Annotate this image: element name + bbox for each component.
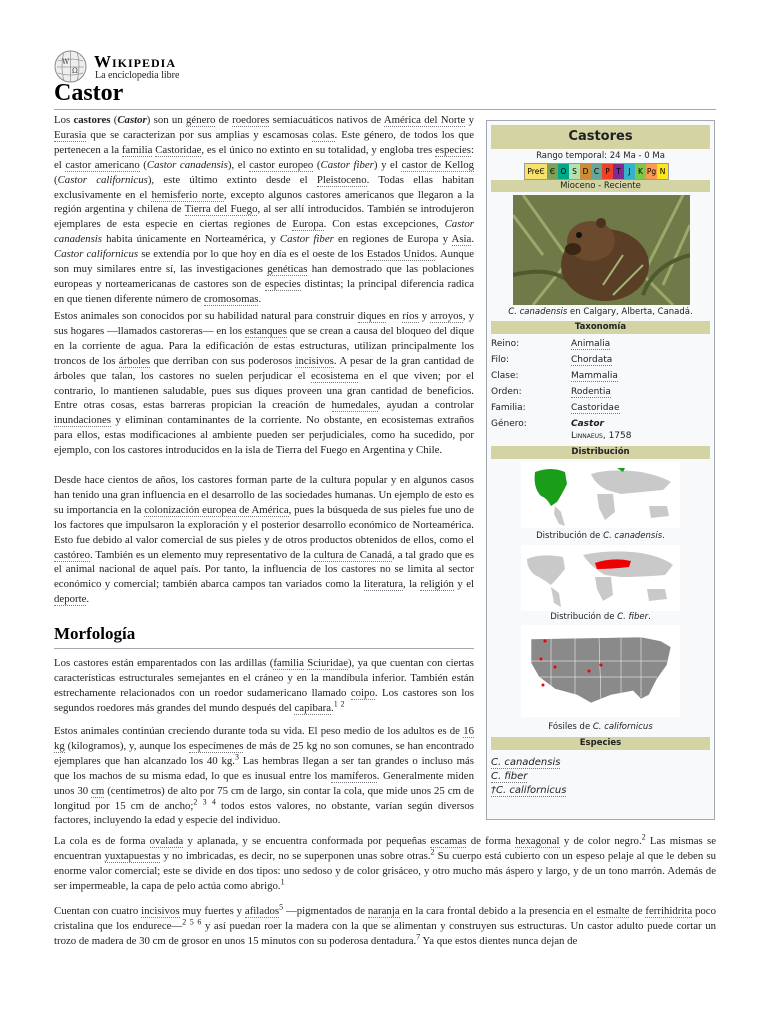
wiki-link[interactable]: castor europeo	[249, 158, 314, 171]
puzzle-globe-icon	[54, 50, 87, 83]
range-map-fiber[interactable]	[521, 545, 680, 611]
wiki-link[interactable]: capibara	[294, 701, 332, 714]
taxonomy-rank: Clase:	[491, 371, 519, 381]
wiki-link[interactable]: ferrihidrita	[645, 905, 693, 917]
wiki-link[interactable]: Eurasia	[54, 128, 87, 141]
wiki-link[interactable]: genéticas	[267, 263, 308, 276]
geologic-timescale[interactable]	[524, 163, 669, 180]
wiki-link[interactable]: naranja	[367, 905, 400, 917]
wiki-link[interactable]: hexagonal	[515, 835, 560, 847]
wiki-link[interactable]: incisivos	[295, 354, 334, 367]
tagline: La enciclopedia libre	[95, 70, 180, 81]
wiki-link[interactable]: arroyos	[430, 310, 463, 322]
wiki-link[interactable]: castóreo	[54, 548, 90, 561]
section-divider	[54, 648, 474, 649]
wiki-link[interactable]: roedores	[232, 114, 270, 126]
timescale-period[interactable]: O	[558, 164, 569, 179]
wiki-link[interactable]: estanques	[244, 324, 287, 337]
wiki-link[interactable]: deporte	[54, 593, 87, 606]
taxonomy-rank: Género:	[491, 419, 527, 429]
wiki-link[interactable]: ecosistema	[311, 369, 359, 382]
svg-text:Ω: Ω	[72, 67, 78, 75]
taxonomy-rank: Reino:	[491, 339, 520, 349]
beaver-photo[interactable]	[513, 195, 690, 305]
wiki-link[interactable]: yuxtapuestas	[104, 849, 161, 862]
timescale-period[interactable]: Pg	[646, 164, 657, 179]
wiki-link[interactable]: esmalte	[596, 905, 630, 917]
distribution-header: Distribución	[491, 446, 710, 459]
taxonomy-rank: Familia:	[491, 403, 526, 413]
wiki-link[interactable]: 16 kg	[54, 725, 474, 752]
wiki-link[interactable]: familia	[121, 143, 153, 156]
taxonomy-value[interactable]: Castoridae	[571, 403, 620, 413]
wiki-link[interactable]: coipo	[350, 686, 375, 699]
wiki-link[interactable]: escamas	[430, 835, 467, 847]
wiki-link[interactable]: colas	[312, 128, 335, 141]
species-item[interactable]: C. fiber	[491, 771, 528, 782]
morphology-paragraph-2: Estos animales continúan creciendo durante toda su vida. El peso medio de los adultos es de 16 kg (kilogramos), y, aunque los especímenes de más de 25 kg no son comunes, se han encontrado ejemplares que han alcanzado los 40 kg.$^3$ Las hembras llegan a ser tan grandes o incluso más que los machos de su misma edad, lo que es inusual entre los mamíferos. Generalmente miden unos 30 cm (centímetros) de alto por 75 cm de largo, sin contar la cola, que mide unos 25 cm de longitud por 15 cm de ancho;$^2$ $^3$ $^4$ todos estos valores, no obstante, varían según diversos factores, incluyendo la edad y especie del individuo.	[54, 725, 475, 827]
wiki-link[interactable]: Calgary	[583, 307, 616, 317]
wiki-link[interactable]: Canadá	[657, 307, 691, 317]
timescale-period[interactable]: Є	[547, 164, 558, 179]
epoch-label: Mioceno - Reciente	[491, 180, 710, 192]
wiki-link[interactable]: afilados	[244, 905, 280, 917]
wiki-link[interactable]: Sciuridae	[307, 657, 348, 669]
species-item[interactable]: †C. californicus	[491, 785, 567, 796]
fossil-map-californicus[interactable]	[521, 625, 680, 717]
taxonomy-value[interactable]: Chordata	[571, 355, 613, 365]
photo-caption: C. canadensis en Calgary, Alberta, Canadá.	[508, 307, 693, 317]
svg-text:W: W	[62, 58, 70, 66]
wiki-link[interactable]: castor americano	[65, 158, 140, 171]
wiki-link[interactable]: Tierra del Fuego	[184, 203, 258, 216]
timescale-period[interactable]: N	[657, 164, 668, 179]
map-caption-canadensis: Distribución de C. canadensis.	[536, 531, 665, 541]
wiki-link[interactable]: Estados Unidos	[366, 248, 435, 261]
morphology-paragraph-4: Cuentan con cuatro incisivos muy fuertes y afilados$^5$ —pigmentados de naranja en la cara frontal debido a la presencia en el esmalte de ferrihidrita poco cristalina que los endurece—$^2$ $^5$ $^6$ y así puedan roer la madera con la que se alimentan y construyen sus estructuras. Un castor adulto puede cortar un trozo de madera de 30 cm de grosor en unos 15 minutos con su poderosa dentadura.$^7$ Ya que estos dientes nunca dejan de	[54, 902, 717, 947]
wiki-link[interactable]: literatura	[364, 578, 404, 591]
wiki-link[interactable]: cromosomas	[203, 292, 259, 305]
wiki-link[interactable]: ríos	[402, 310, 419, 322]
timescale-period[interactable]: P	[602, 164, 613, 179]
taxonomy-value: Castor	[571, 419, 604, 429]
wiki-link[interactable]: colonización europea de América	[144, 503, 289, 516]
taxonomy-rank: Orden:	[491, 387, 522, 397]
wiki-link[interactable]: Castoridae	[155, 143, 202, 156]
taxobox-title: Castores	[491, 125, 710, 149]
lead-paragraph-1: Los castores (Castor) son un género de roedores semiacuáticos nativos de América del Norte y Eurasia que se caracterizan por sus amplias y escamosas colas. Este género, de todos los que pertenecen a la familia Castoridae, es el único no extinto en su totalidad, y engloba tres especies: el castor americano (Castor canadensis), el castor europeo (Castor fiber) y el castor de Kellog (Castor californicus), este último extinto desde el Pleistoceno. Todas ellas habitan exclusivamente en el hemisferio norte, excepto algunos castores americanos que llegaron a la región argentina y chilena de Tierra del Fuego, al ser allí introducidos. También se introdujeron ejemplares de esta especie en ciertas regiones de Europa. Con estas excepciones, Castor canadensis habita únicamente en Norteamérica, y Castor fiber en regiones de Europa y Asia. Castor californicus se extendía por lo que hoy en día es el oeste de los Estados Unidos. Aunque son muy similares entre sí, las investigaciones genéticas han demostrado que las poblaciones europeas y norteamericanas de castores son de especies distintas; la principal diferencia radica en que tienen diferente número de cromosomas.	[54, 114, 475, 305]
wordmark: Wikipedia	[94, 52, 177, 71]
taxonomy-value[interactable]: Rodentia	[571, 387, 611, 397]
taxonomy-value[interactable]: Mammalia	[571, 371, 618, 381]
timescale-period[interactable]: D	[580, 164, 591, 179]
lead-paragraph-3: Desde hace cientos de años, los castores forman parte de la cultura popular y en algunos casos han tenido una gran influencia en el desarrollo de las sociedades humanas. Un ejemplo de esto es su importancia en la colonización europea de América, pues la búsqueda de sus pieles fue uno de los factores que impulsaron la exploración y el posterior desarrollo económico de Norteamérica. Esto fue debido al valor comercial de sus pieles y de otros productos obtenidos de ellos, como el castóreo. También es un elemento muy representativo de la cultura de Canadá, a tal grado que es el animal nacional de aquel país. Por tanto, la influencia de los castores no se limita al sector económico y comercial; también abarca campos tan variados como la literatura, la religión y el deporte.	[54, 474, 474, 606]
species-header: Especies	[491, 737, 710, 750]
wiki-link[interactable]: cultura de Canadá	[313, 548, 393, 561]
timescale-period[interactable]: K	[635, 164, 646, 179]
timescale-period[interactable]: T	[613, 164, 624, 179]
page-title: Castor	[54, 80, 124, 106]
section-heading-morfologia: Morfología	[54, 624, 136, 643]
wiki-link[interactable]: religión	[420, 578, 454, 591]
lead-paragraph-2: Estos animales son conocidos por su habilidad natural para construir diques en ríos y arroyos, y sus hogares —llamados castoreras— en los estanques que se crean a causa del bloqueo del dique en la corriente de agua. Para la edificación de estas estructuras, utilizan principalmente los troncos de los árboles que derriban con sus poderosos incisivos. A pesar de la gran cantidad de árboles que talan, los castores no suelen perjudicar el ecosistema en el que viven; por el contrario, lo mantienen saludable, pues sus diques proveen una gran cantidad de beneficios. Entre otras cosas, estas barreras propician la creación de humedales, ayudan a controlar inundaciones y eliminan contaminantes de la corriente. No obstante, en ecosistemas extraños para ellos, estas modificaciones al ambiente pueden ser perjudiciales, como ha sucedido, por ejemplo, con los castores introducidos en la isla de Tierra del Fuego en Argentina y Chile.	[54, 310, 475, 457]
wiki-link[interactable]: incisivos	[141, 905, 180, 917]
wiki-link[interactable]: Europa	[292, 218, 324, 231]
wiki-link[interactable]: especies	[264, 277, 301, 290]
temporal-range-label: Rango temporal: 24 Ma - 0 Ma	[536, 151, 665, 161]
timescale-period[interactable]: PreЄ	[525, 164, 547, 179]
wiki-link[interactable]: árboles	[118, 354, 151, 367]
wiki-link[interactable]: especies	[435, 143, 471, 156]
wiki-link[interactable]: Pleistoceno	[316, 173, 367, 186]
wiki-link[interactable]: inundaciones	[54, 414, 111, 427]
map-caption-fiber: Distribución de C. fiber.	[550, 612, 651, 622]
species-item[interactable]: C. canadensis	[491, 757, 561, 768]
timescale-period[interactable]: J	[624, 164, 635, 179]
wiki-link[interactable]: Alberta	[621, 307, 653, 317]
range-map-canadensis[interactable]	[521, 462, 680, 528]
wiki-link[interactable]: diques	[357, 310, 386, 322]
taxonomy-rank: Filo:	[491, 355, 510, 365]
wiki-link[interactable]: Asia	[451, 233, 472, 246]
wikipedia-logo[interactable]	[54, 50, 194, 84]
wiki-link[interactable]: especímenes	[188, 739, 244, 752]
taxonomy-value[interactable]: Animalia	[571, 339, 611, 349]
wiki-link[interactable]: hemisferio norte	[151, 188, 224, 201]
wiki-link[interactable]: humedales	[331, 399, 378, 412]
wiki-link[interactable]: mamíferos	[330, 769, 377, 782]
timescale-period[interactable]: S	[569, 164, 580, 179]
title-divider	[54, 109, 716, 110]
wiki-link[interactable]: castor de Kellog	[401, 158, 474, 171]
wiki-link[interactable]: familia	[273, 657, 304, 669]
taxonomy-header: Taxonomía	[491, 321, 710, 334]
wiki-link[interactable]: América del Norte	[383, 114, 466, 126]
map-caption-californicus: Fósiles de C. californicus	[548, 722, 653, 732]
wiki-link[interactable]: cm	[91, 784, 105, 797]
morphology-paragraph-3: La cola es de forma ovalada y aplanada, y se encuentra conformada por pequeñas escamas de forma hexagonal y de color negro.$^2$ Las mismas se encuentran yuxtapuestas y no imbricadas, es decir, no se superponen unas sobre otras.$^2$ Su cuerpo está cubierto con un espeso pelaje al que le deben su enorme valor comercial; este se divide en dos tipos: uno sedoso y de color grisáceo, y otro mucho más áspero y largo, y de un tono marrón. Además de ser impermeable, la capa de pelo actúa como abrigo.$^1$	[54, 832, 716, 892]
wiki-link[interactable]: género	[186, 114, 216, 126]
taxobox: Castores Rango temporal: 24 Ma - 0 Ma PreЄ Є O S D C P T J K Pg N Mioceno - Reciente C. canadensis en Calgary, Alberta, Canadá. Taxonomía Linnaeus, 1758 Distribución Distribución de C. canadensis. Distribución de C. fiber. Fósiles de C. californicus Especies C. canadensis C. fiber †C. californicus Reino: Animalia Filo: Chordata Clase: Mammalia Orden: Rodentia Familia: Castoridae Género: Castor	[486, 120, 715, 820]
timescale-period[interactable]: C	[591, 164, 602, 179]
morphology-paragraph-1: Los castores están emparentados con las ardillas (familia Sciuridae), ya que cuentan con ciertas características estructurales semejantes en el cráneo y en la mandíbula inferior. También están estrechamente relacionados con un roedor sudamericano llamado coipo. Los castores son los segundos roedores más grandes del mundo después del capibara.$^1$ $^2$	[54, 657, 475, 714]
wiki-link[interactable]: ovalada	[149, 835, 184, 847]
